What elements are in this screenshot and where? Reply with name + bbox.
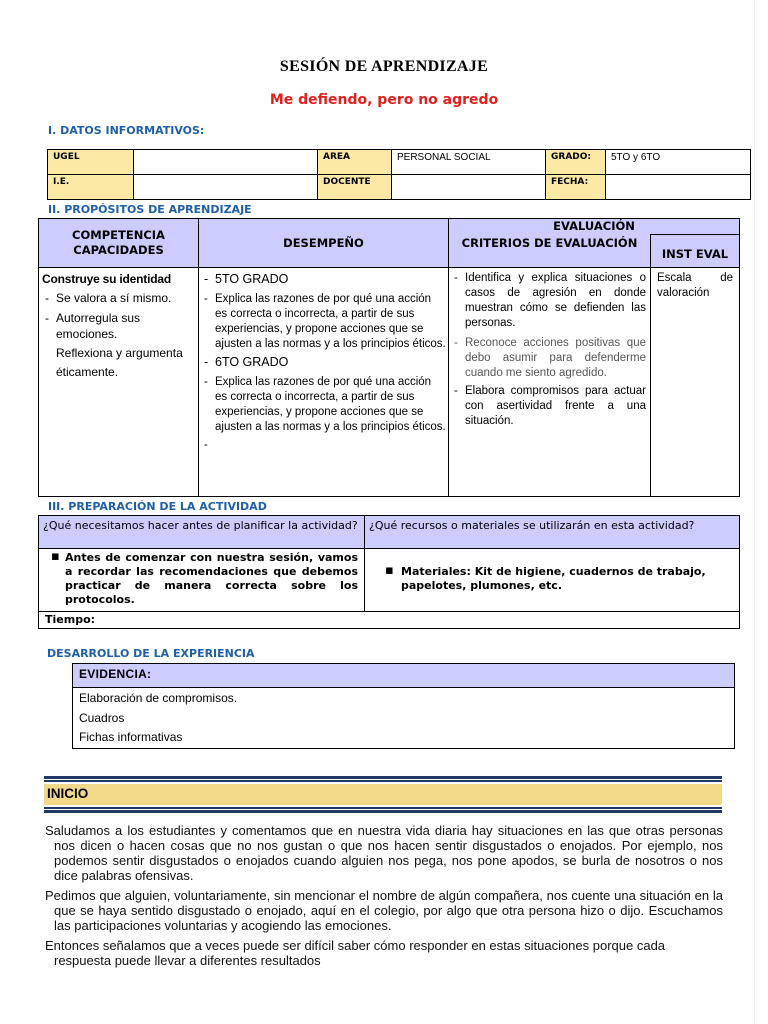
answer-recursos-cell: [365, 549, 740, 612]
area-label: AREA: [318, 150, 392, 175]
answer-recursos-list: [379, 565, 719, 593]
grade-label: - 6TO GRADO: [201, 355, 446, 370]
header-desempeno: DESEMPEÑO: [199, 219, 449, 268]
desempeno-item: - Explica las razones de por qué una acción es correcta o incorrecta, a partir de sus experiencias, y propone acciones que se ajusten a las normas y a los principios éticos.: [201, 292, 446, 352]
section-datos-heading: I. DATOS INFORMATIVOS:: [48, 124, 205, 137]
grado-field[interactable]: 5TO y 6TO: [606, 150, 751, 175]
evidencia-item: Fichas informativas: [79, 730, 183, 744]
evidencia-label: EVIDENCIA:: [73, 664, 734, 688]
capacidad-item: - Autorregula sus emociones.: [42, 310, 195, 342]
propositos-table: [38, 218, 740, 497]
criterio-item: - Elabora compromisos para actuar con asertividad frente a una situación.: [451, 384, 646, 429]
inicio-heading: INICIO: [44, 784, 722, 805]
page-edge: [754, 0, 755, 1024]
fecha-field[interactable]: [606, 175, 751, 200]
inicio-paragraph-1: Saludamos a los estudiantes y comentamos que en nuestra vida diaria hay situaciones en las que otras personas nos dicen o hacen cosas que no nos gustan o que nos hacen sentir disgustados o enojados. Por ejemplo, nos podemos sentir disgustados o enojados cuando alguien nos pega, nos pone apodos, se burla de nosotros o nos dice palabras ofensivas.: [45, 823, 723, 883]
desempeno-cell: [199, 268, 449, 497]
evidencia-box: [72, 663, 735, 749]
header-inst-eval: INST EVAL: [651, 235, 740, 268]
docente-field[interactable]: [392, 175, 546, 200]
document-title: SESIÓN DE APRENDIZAJE: [279, 58, 489, 75]
desempeno-list: [201, 272, 446, 435]
fecha-label: FECHA:: [546, 175, 606, 200]
capacidad-item: - Se valora a sí mismo.: [42, 290, 195, 306]
question-antes: ¿Qué necesitamos hacer antes de planificar la actividad?: [39, 516, 365, 549]
grade-label: - 5TO GRADO: [201, 272, 446, 287]
criterio-item: - Identifica y explica situaciones o casos de agresión en donde muestran cómo se defienden las personas.: [451, 271, 646, 331]
ugel-field[interactable]: [134, 150, 318, 175]
inicio-paragraph-2: Pedimos que alguien, voluntariamente, sin mencionar el nombre de algún compañera, nos cuente una situación en la que se haya sentido disgustado o enojado, aquí en el colegio, por algo que otra persona hizo o dijo. Escuchamos las participaciones voluntarias y acogiendo las emociones.: [45, 888, 723, 933]
answer-recursos: ▪ Materiales: Kit de higiene, cuadernos de trabajo, papelotes, plumones, etc.: [379, 565, 719, 593]
inicio-paragraph-3: Entonces señalamos que a veces puede ser difícil saber cómo responder en estas situaciones porque cada respuesta puede llevar a diferentes resultados: [45, 938, 666, 968]
header-competencia: COMPETENCIA CAPACIDADES: [39, 219, 199, 268]
inst-eval-cell: Escala de valoración: [651, 268, 740, 497]
ugel-label: UGEL: [48, 150, 134, 175]
inicio-banner: [44, 776, 722, 813]
inicio-paragraph: [45, 823, 723, 968]
session-subtitle: Me defiendo, pero no agredo: [269, 92, 499, 108]
section-propositos-heading: II. PROPÓSITOS DE APRENDIZAJE: [48, 203, 252, 216]
competencia-title: Construye su identidad: [42, 272, 171, 286]
tiempo-row: Tiempo:: [39, 612, 740, 629]
datos-table: [47, 149, 751, 200]
criterio-item: - Reconoce acciones positivas que debo asumir para defenderme cuando me siento agredido.: [451, 336, 646, 381]
desarrollo-heading: DESARROLLO DE LA EXPERIENCIA: [47, 647, 255, 660]
evidencia-item: Cuadros: [79, 710, 125, 725]
area-field[interactable]: PERSONAL SOCIAL: [392, 150, 546, 175]
ie-field[interactable]: [134, 175, 318, 200]
capacidades-list: [42, 290, 195, 342]
grado-label: GRADO:: [546, 150, 606, 175]
header-evaluacion: EVALUACIÓN: [449, 219, 740, 235]
capacidad-extra: Reflexiona y argumenta éticamente.: [56, 346, 183, 379]
preparacion-table: [38, 515, 740, 629]
evidencia-list: [73, 688, 734, 748]
answer-antes-list: [45, 551, 358, 607]
section-preparacion-heading: III. PREPARACIÓN DE LA ACTIVIDAD: [48, 500, 267, 513]
answer-antes-cell: [39, 549, 365, 612]
answer-antes: ▪ Antes de comenzar con nuestra sesión, vamos a recordar las recomendaciones que debemos practicar de manera correcta sobre los protocolos.: [45, 551, 358, 607]
docente-label: DOCENTE: [318, 175, 392, 200]
evidencia-item: Elaboración de compromisos.: [79, 691, 238, 705]
header-criterios: CRITERIOS DE EVALUACIÓN: [449, 235, 651, 268]
criterios-cell: [449, 268, 651, 497]
competencia-cell: [39, 268, 199, 497]
desempeno-item: - Explica las razones de por qué una acción es correcta o incorrecta, a partir de sus experiencias, y propone acciones que se ajusten a las normas y a los principios éticos.: [201, 375, 446, 435]
ie-label: I.E.: [48, 175, 134, 200]
criterios-list: [451, 271, 646, 429]
question-recursos: ¿Qué recursos o materiales se utilizarán en esta actividad?: [365, 516, 740, 549]
